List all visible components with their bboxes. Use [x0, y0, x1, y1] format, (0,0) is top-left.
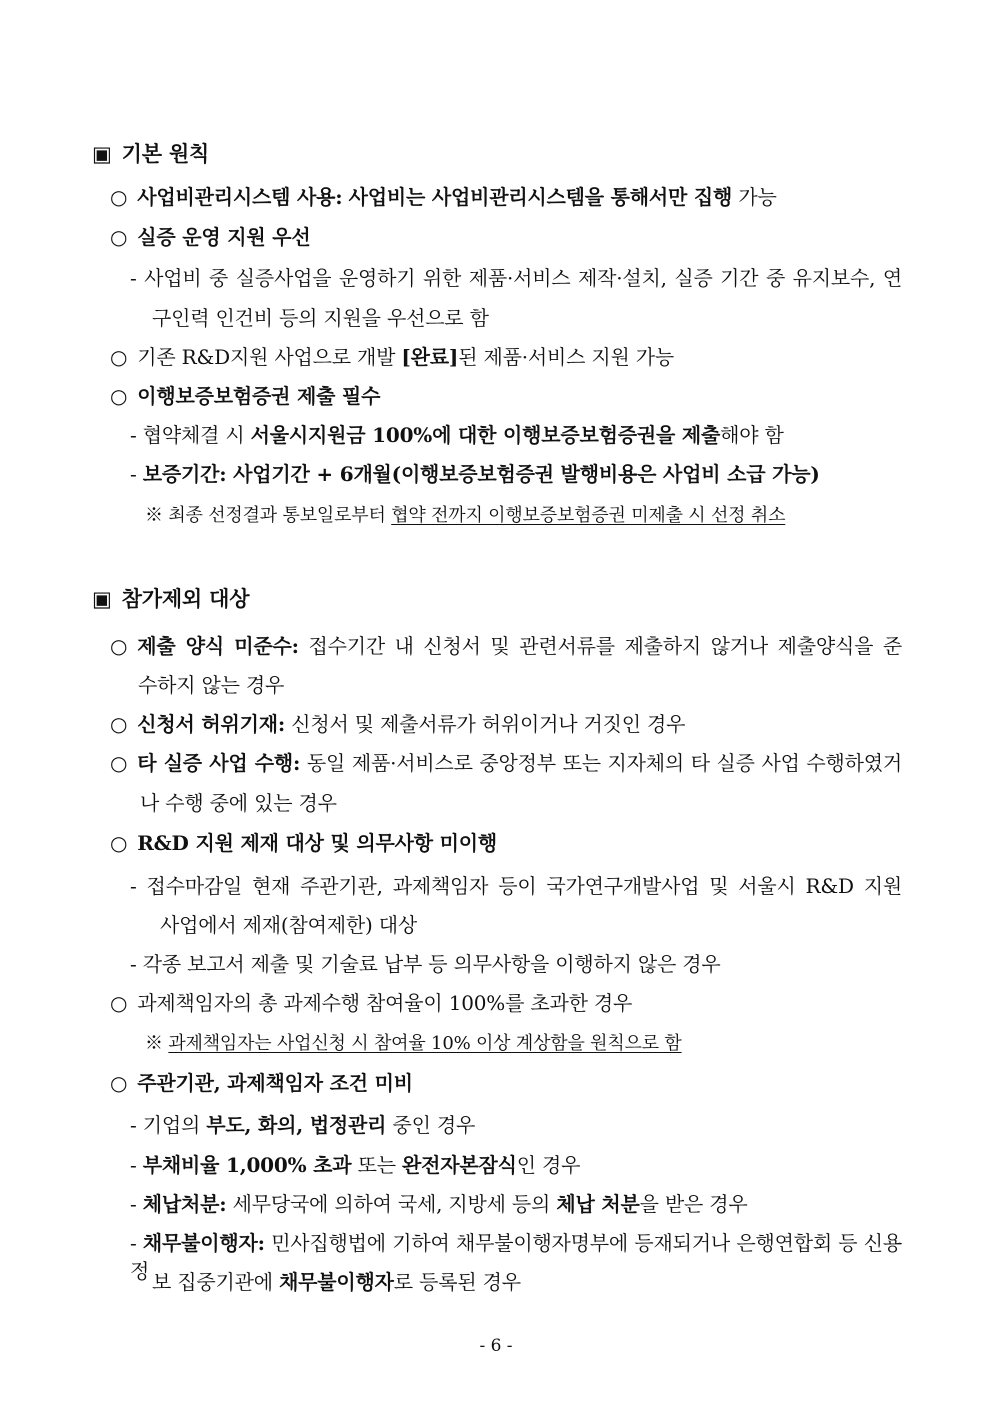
- dash-bullet: -: [130, 1192, 137, 1216]
- note-mark-icon: ※: [145, 1033, 163, 1054]
- sub-item: - 체납처분: 세무당국에 의하여 국세, 지방세 등의 체납 처분을 받은 경우: [130, 1192, 748, 1216]
- circle-bullet-icon: ○: [110, 634, 128, 658]
- circle-bullet-icon: ○: [110, 384, 128, 408]
- section-heading-exclusion: [92, 585, 249, 613]
- list-item: ○ 타 실증 사업 수행: 동일 제품·서비스로 중앙정부 또는 지자체의 타 실증 사업 수행하였거: [110, 751, 902, 775]
- list-item: ○ 실증 운영 지원 우선: [110, 225, 311, 249]
- dash-bullet: -: [130, 266, 137, 290]
- circle-bullet-icon: ○: [110, 831, 128, 855]
- sub-item: - 부채비율 1,000% 초과 또는 완전자본잠식인 경우: [130, 1153, 581, 1177]
- section-title: 기본 원칙: [121, 141, 210, 166]
- sub-item: - 협약체결 시 서울시지원금 100%에 대한 이행보증보험증권을 제출해야 함: [130, 423, 784, 447]
- note-mark-icon: ※: [145, 505, 163, 526]
- list-item: ○ R&D 지원 제재 대상 및 의무사항 미이행: [110, 831, 497, 855]
- list-item-continuation: 나 수행 중에 있는 경우: [140, 791, 337, 815]
- sub-item-continuation: 구인력 인건비 등의 지원을 우선으로 함: [152, 306, 489, 330]
- list-item: ○ 주관기관, 과제책임자 조건 미비: [110, 1071, 413, 1095]
- dash-bullet: -: [130, 1231, 137, 1255]
- list-item-continuation: 수하지 않는 경우: [138, 673, 285, 697]
- note: ※ 과제책임자는 사업신청 시 참여율 10% 이상 계상함을 원칙으로 함: [145, 1033, 682, 1054]
- circle-bullet-icon: ○: [110, 1071, 128, 1095]
- circle-bullet-icon: ○: [110, 712, 128, 736]
- dash-bullet: -: [130, 423, 137, 447]
- sub-item: - 기업의 부도, 화의, 법정관리 중인 경우: [130, 1113, 476, 1137]
- dash-bullet: -: [130, 1113, 137, 1137]
- circle-bullet-icon: ○: [110, 185, 128, 209]
- list-item: ○ 이행보증보험증권 제출 필수: [110, 384, 381, 408]
- sub-item: - 사업비 중 실증사업을 운영하기 위한 제품·서비스 제작·설치, 실증 기간 중 유지보수, 연: [130, 266, 902, 290]
- circle-bullet-icon: ○: [110, 751, 128, 775]
- list-item: ○ 제출 양식 미준수: 접수기간 내 신청서 및 관련서류를 제출하지 않거나 제출양식을 준: [110, 634, 902, 658]
- square-bullet-icon: ▣: [92, 587, 112, 611]
- sub-item: - 각종 보고서 제출 및 기술료 납부 등 의무사항을 이행하지 않은 경우: [130, 952, 721, 976]
- dash-bullet: -: [130, 952, 137, 976]
- list-item: ○ 신청서 허위기재: 신청서 및 제출서류가 허위이거나 거짓인 경우: [110, 712, 686, 736]
- section-heading-basic-principles: [92, 140, 209, 168]
- sub-item-continuation: 보 집중기관에 채무불이행자로 등록된 경우: [152, 1270, 521, 1294]
- page-number: - 6 -: [479, 1336, 513, 1356]
- square-bullet-icon: ▣: [92, 142, 112, 166]
- dash-bullet: -: [130, 1153, 137, 1177]
- circle-bullet-icon: ○: [110, 991, 128, 1015]
- note: ※ 최종 선정결과 통보일로부터 협약 전까지 이행보증보험증권 미제출 시 선정 취소: [145, 505, 786, 526]
- sub-item-continuation: 사업에서 제재(참여제한) 대상: [160, 913, 417, 937]
- circle-bullet-icon: ○: [110, 225, 128, 249]
- dash-bullet: -: [130, 874, 137, 898]
- list-item: ○ 사업비관리시스템 사용: 사업비는 사업비관리시스템을 통해서만 집행 가능: [110, 185, 777, 209]
- list-item: ○ 기존 R&D지원 사업으로 개발 [완료]된 제품·서비스 지원 가능: [110, 345, 675, 369]
- dash-bullet: -: [130, 462, 137, 486]
- sub-item: - 보증기간: 사업기간 + 6개월(이행보증보험증권 발행비용은 사업비 소급 가능): [130, 462, 820, 486]
- sub-item: - 채무불이행자: 민사집행법에 기하여 채무불이행자명부에 등재되거나 은행연합회 등 신용정: [130, 1231, 902, 1283]
- sub-item: - 접수마감일 현재 주관기관, 과제책임자 등이 국가연구개발사업 및 서울시 R&D 지원: [130, 874, 902, 898]
- circle-bullet-icon: ○: [110, 345, 128, 369]
- section-title: 참가제외 대상: [121, 586, 250, 611]
- list-item: ○ 과제책임자의 총 과제수행 참여율이 100%를 초과한 경우: [110, 991, 633, 1015]
